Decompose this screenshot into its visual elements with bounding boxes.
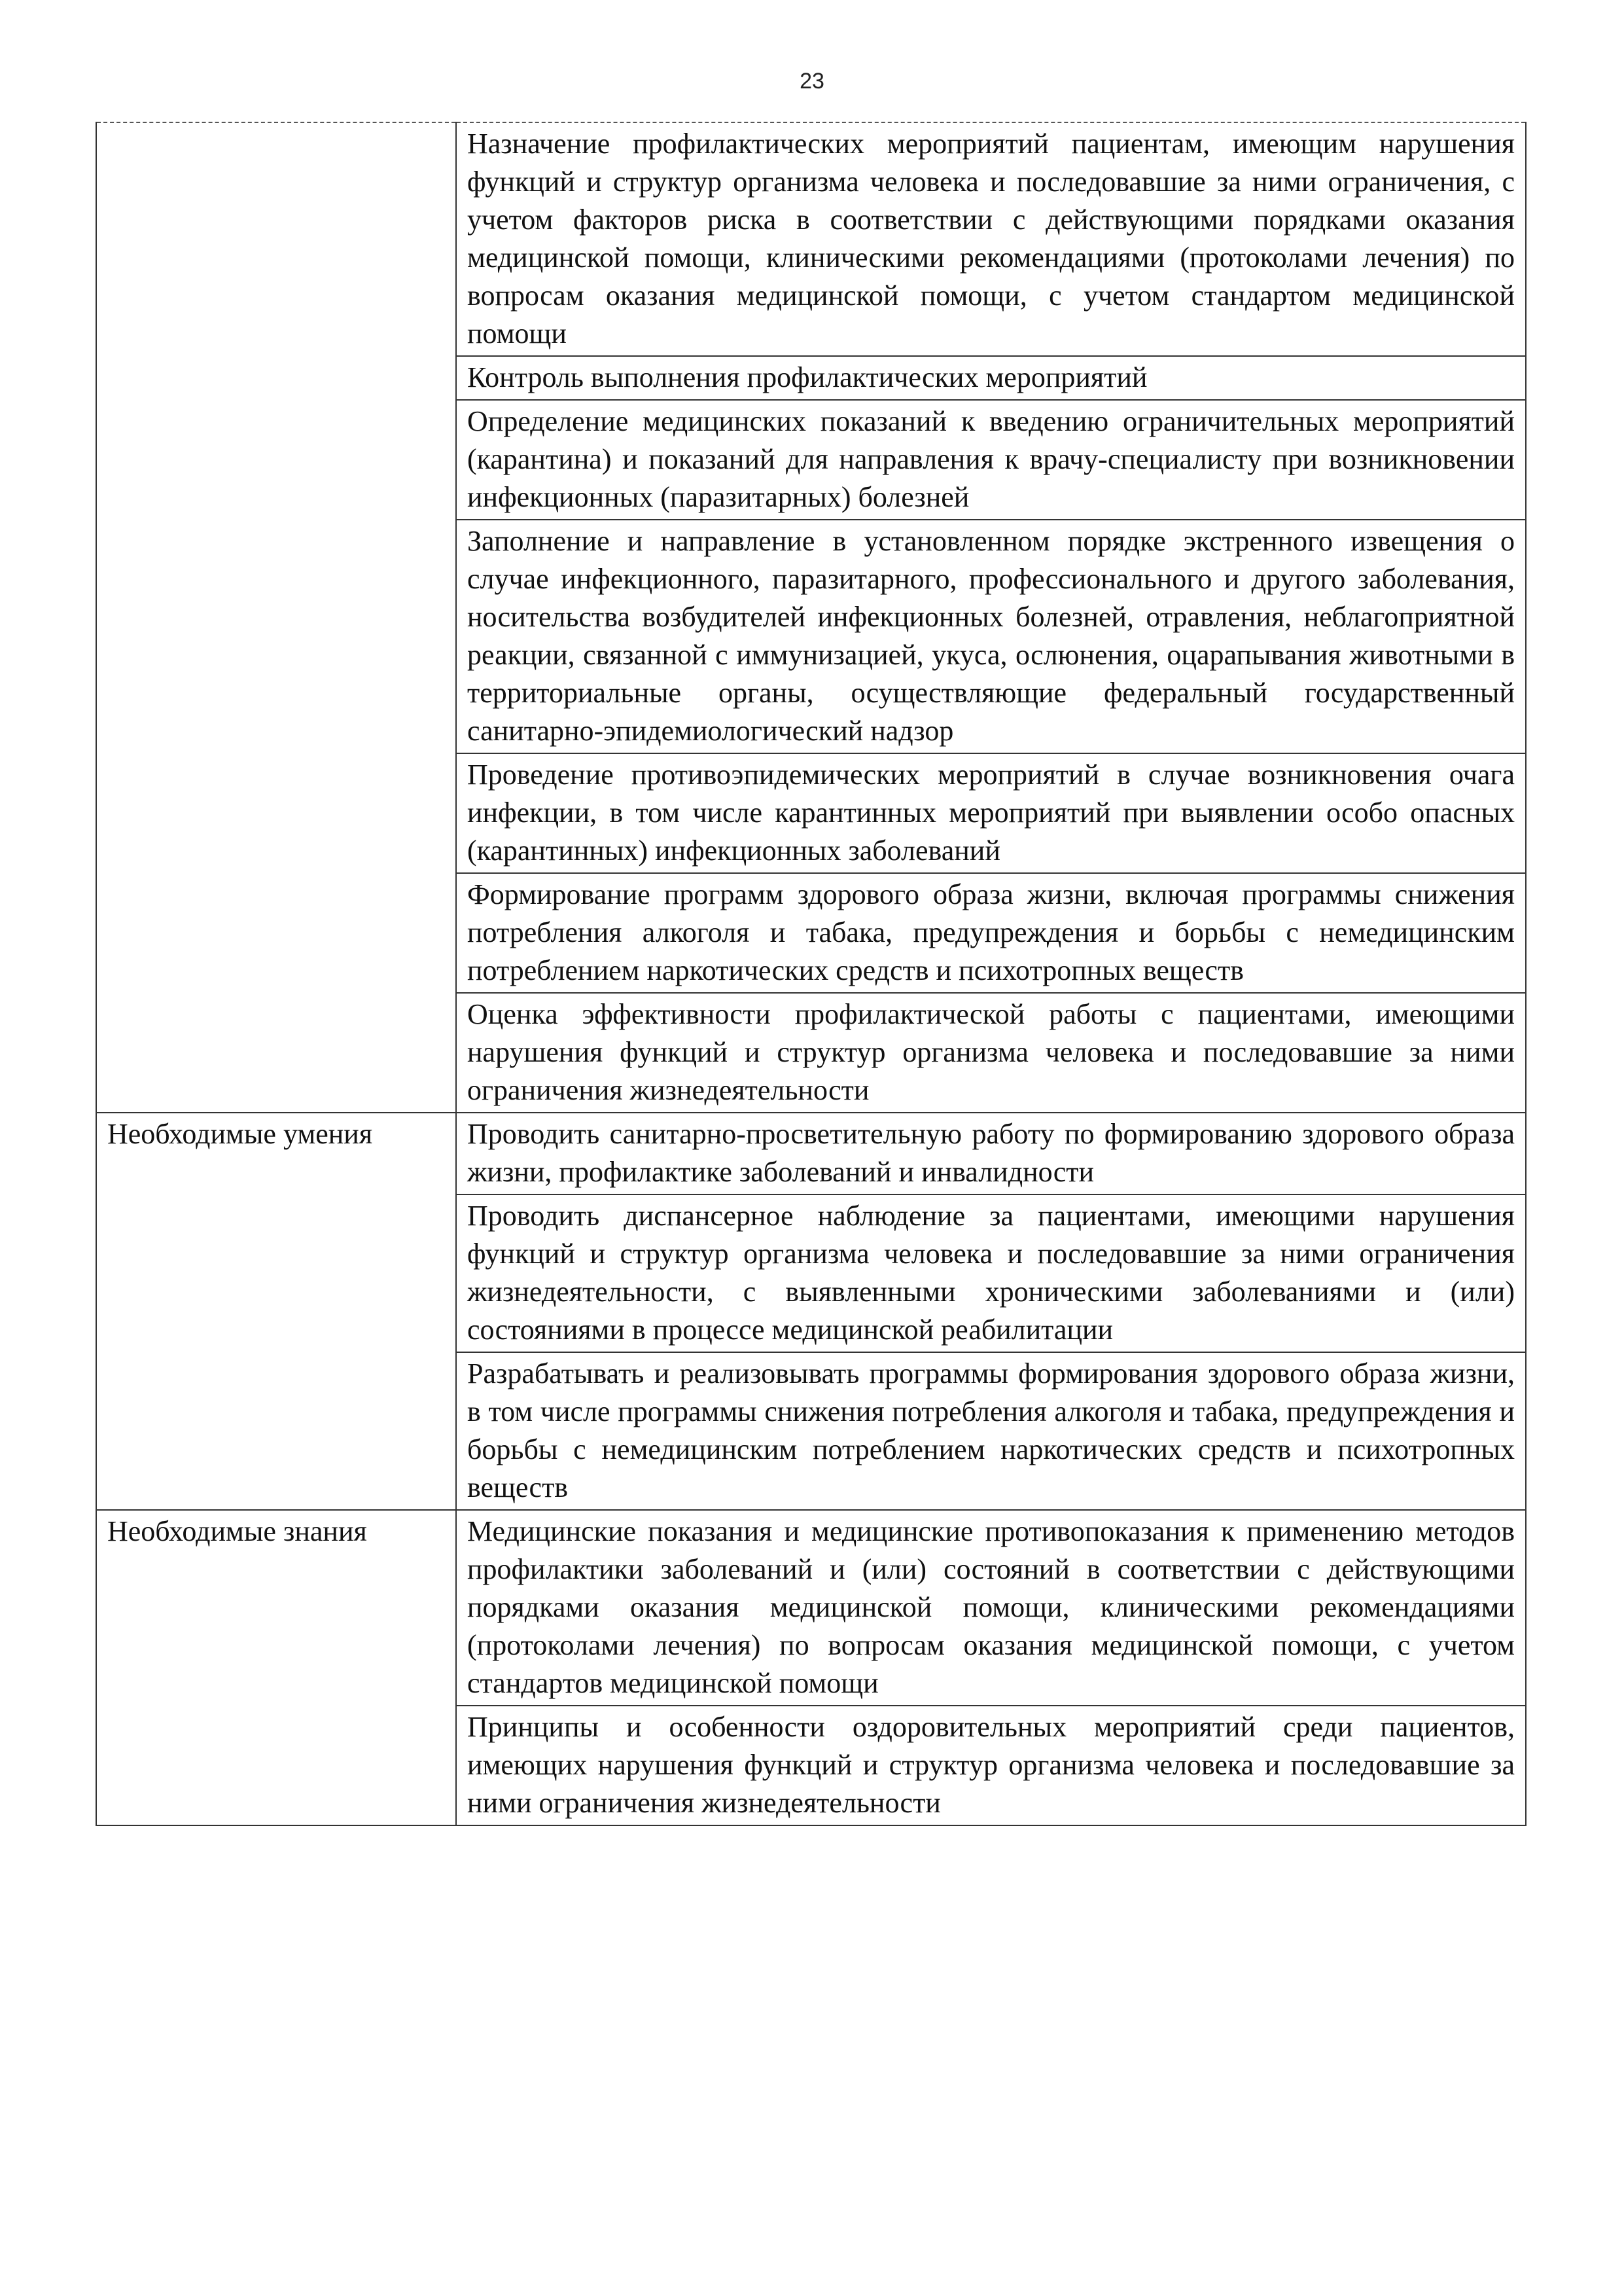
table-cell: Заполнение и направление в установленном порядке экстренного извещения о случае инфекционного, паразитарного, профессионального и другого заболевания, носительства возбудителей инфекционных болезней, отравления, неблагоприятной реакции, связанной с иммунизацией, укуса, ослюнения, оцарапывания животными в территориальные органы, осуществляющие федеральный государственный санитарно-эпидемиологический надзор (456, 520, 1526, 753)
table-cell: Проведение противоэпидемических мероприятий в случае возникновения очага инфекции, в том числе карантинных мероприятий при выявлении особо опасных (карантинных) инфекционных заболеваний (456, 753, 1526, 873)
table-cell: Разрабатывать и реализовывать программы формирования здорового образа жизни, в том числе программы снижения потребления алкоголя и табака, предупреждения и борьбы с немедицинским потреблением наркотических средств и психотропных веществ (456, 1352, 1526, 1510)
table-row (96, 122, 1526, 356)
table-row (96, 1510, 1526, 1706)
table-cell: Проводить диспансерное наблюдение за пациентами, имеющими нарушения функций и структур организма человека и последовавшие за ними ограничения жизнедеятельности, с выявленными хроническими заболеваниями и (или) состояниями в процессе медицинской реабилитации (456, 1194, 1526, 1352)
table-cell: Формирование программ здорового образа жизни, включая программы снижения потребления алкоголя и табака, предупреждения и борьбы с немедицинским потреблением наркотических средств и психотропных веществ (456, 873, 1526, 993)
row-label-skills: Необходимые умения (96, 1113, 456, 1510)
table-cell: Оценка эффективности профилактической работы с пациентами, имеющими нарушения функций и структур организма человека и последовавшие за ними ограничения жизнедеятельности (456, 993, 1526, 1113)
page-number: 23 (800, 69, 824, 94)
row-label-knowledge: Необходимые знания (96, 1510, 456, 1825)
requirements-table (96, 122, 1527, 1826)
table-cell: Назначение профилактических мероприятий пациентам, имеющим нарушения функций и структур организма человека и последовавшие за ними ограничения, с учетом факторов риска в соответствии с действующими порядками оказания медицинской помощи, клиническими рекомендациями (протоколами лечения) по вопросам оказания медицинской помощи, с учетом стандартом медицинской помощи (456, 122, 1526, 356)
table-cell: Контроль выполнения профилактических мероприятий (456, 356, 1526, 400)
row-label-empty (96, 122, 456, 1113)
table-row (96, 1113, 1526, 1194)
table-cell: Медицинские показания и медицинские противопоказания к применению методов профилактики заболеваний и (или) состояний в соответствии с действующими порядками оказания медицинской помощи, клиническими рекомендациями (протоколами лечения) по вопросам оказания медицинской помощи, с учетом стандартов медицинской помощи (456, 1510, 1526, 1706)
table-cell: Проводить санитарно-просветительную работу по формированию здорового образа жизни, профилактике заболеваний и инвалидности (456, 1113, 1526, 1194)
table-cell: Принципы и особенности оздоровительных мероприятий среди пациентов, имеющих нарушения функций и структур организма человека и последовавшие за ними ограничения жизнедеятельности (456, 1706, 1526, 1825)
table-cell: Определение медицинских показаний к введению ограничительных мероприятий (карантина) и показаний для направления к врачу-специалисту при возникновении инфекционных (паразитарных) болезней (456, 400, 1526, 520)
